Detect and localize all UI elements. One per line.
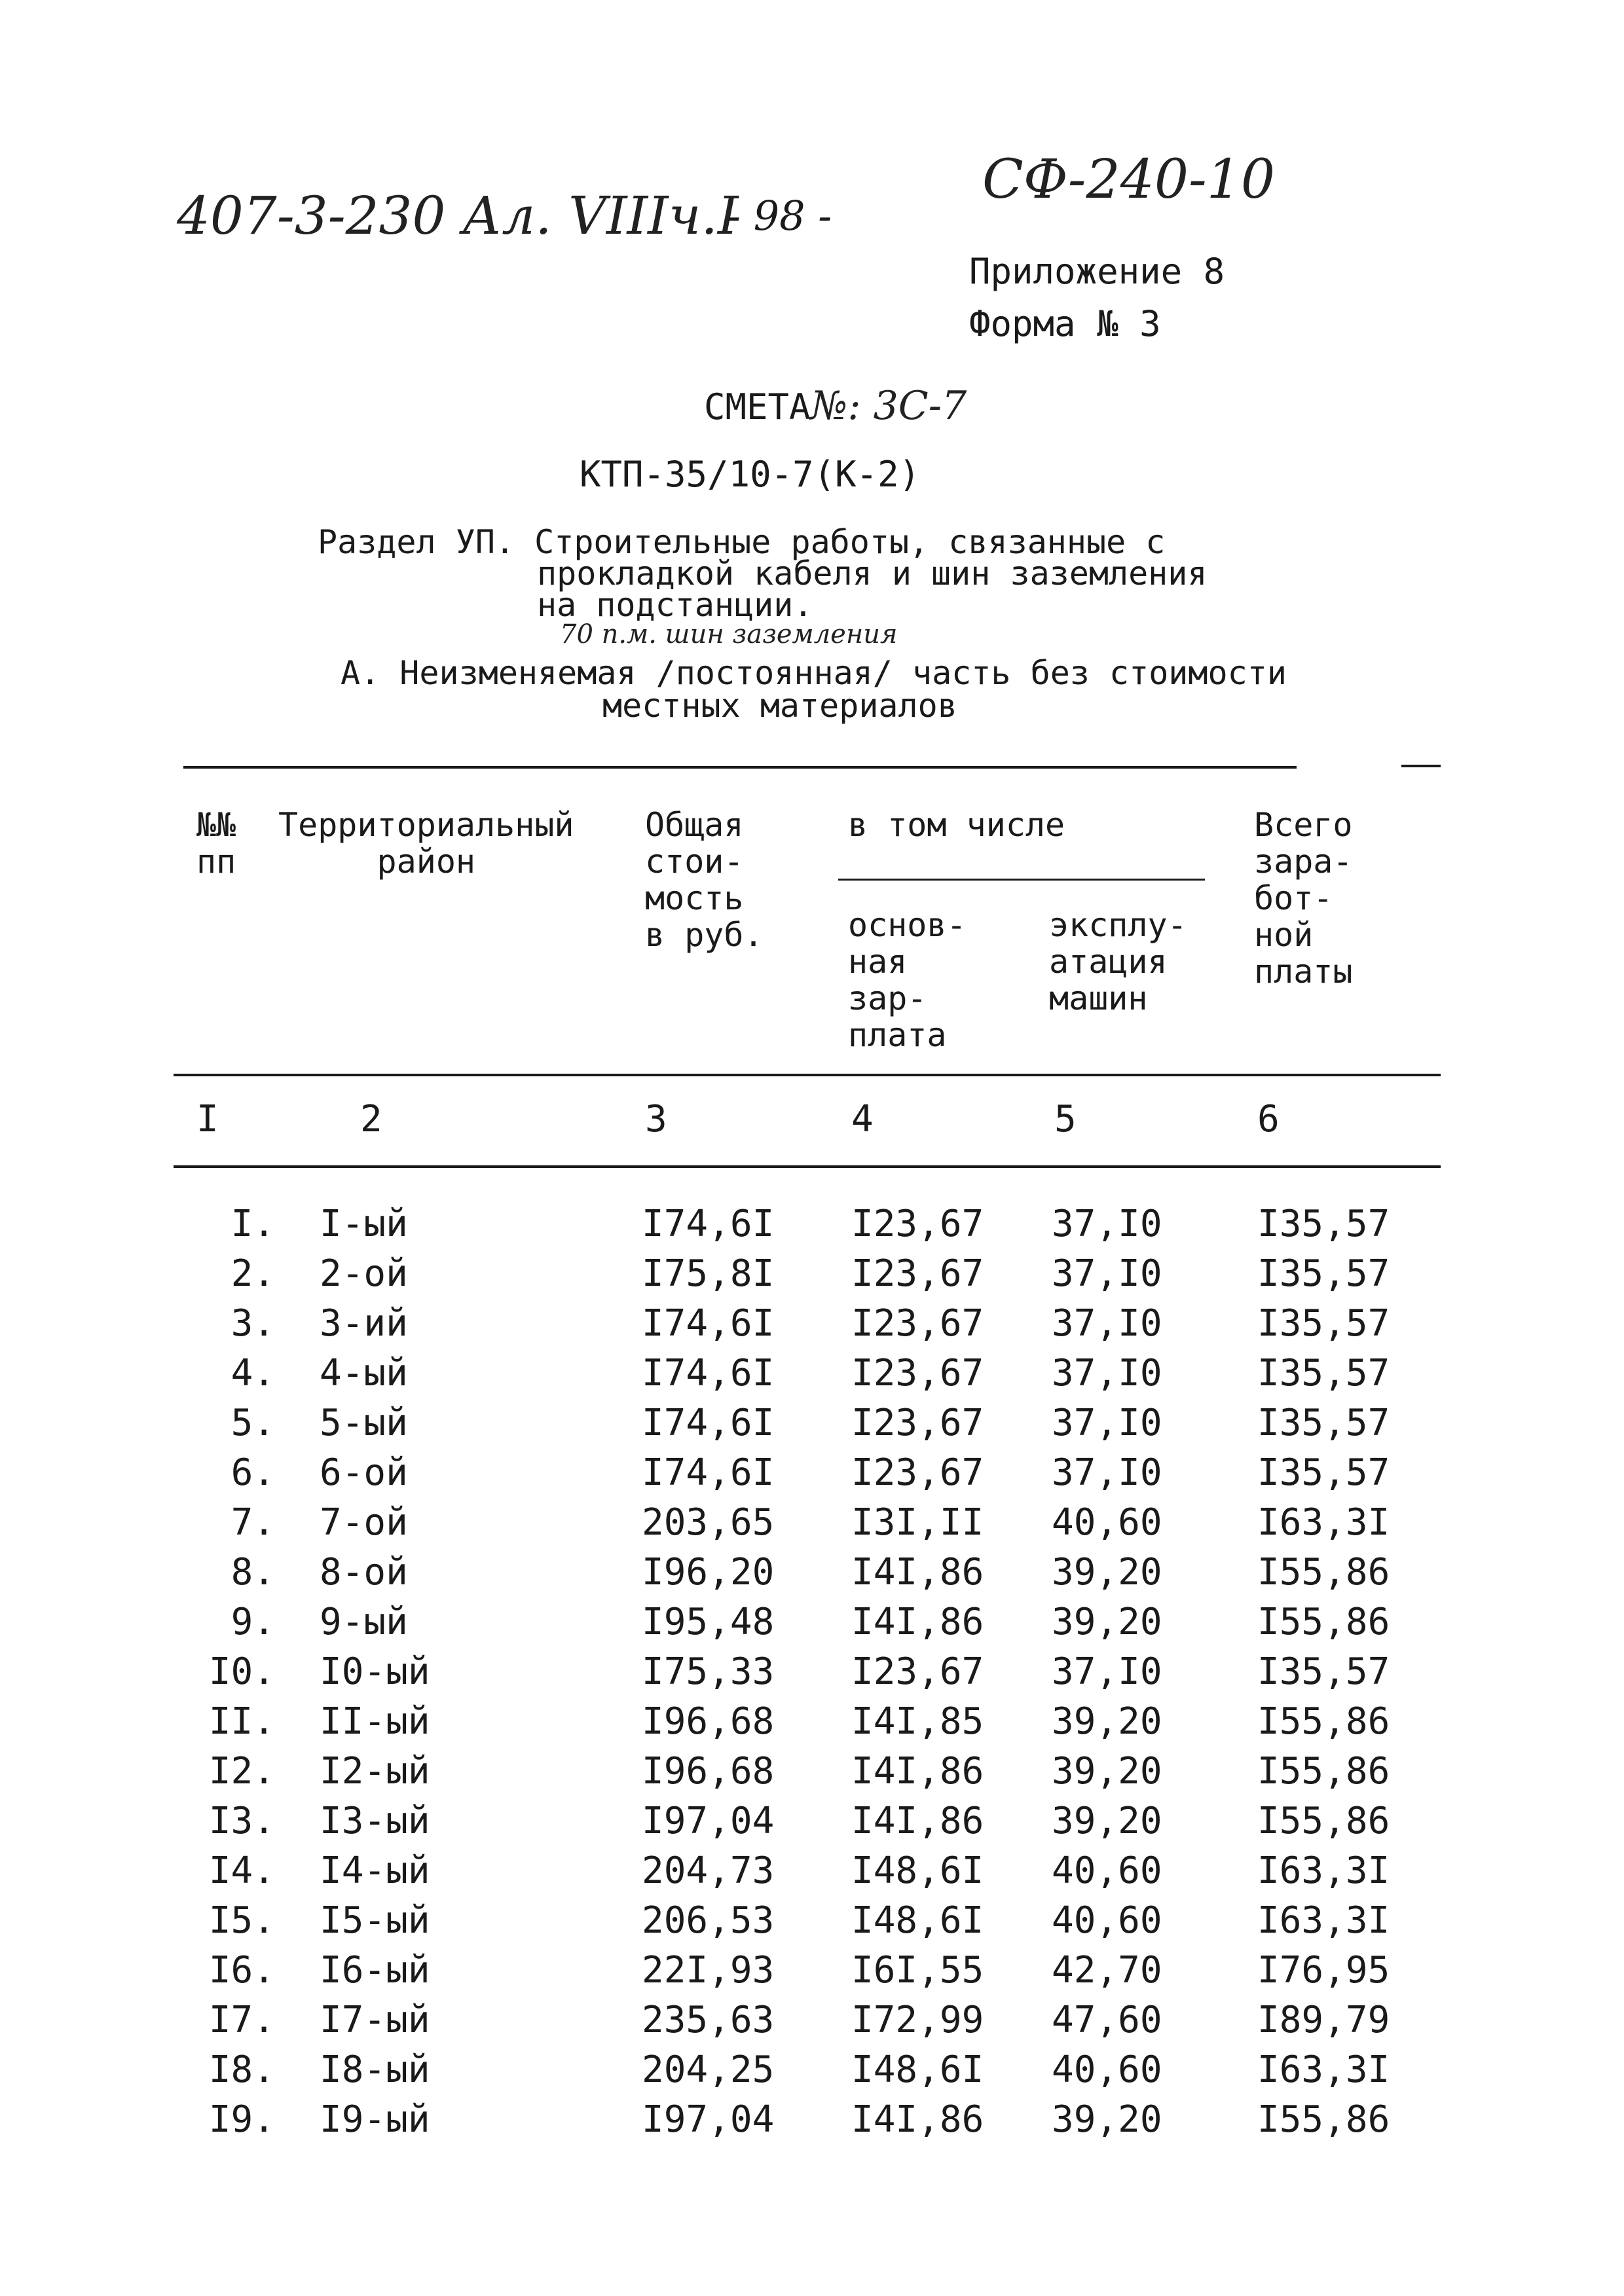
machine-operation: 39,20 xyxy=(1052,1601,1162,1643)
total-wages: I55,86 xyxy=(1257,1601,1390,1643)
col-number-6: 6 xyxy=(1257,1098,1280,1140)
machine-operation: 47,60 xyxy=(1052,1999,1162,2041)
machine-operation: 37,I0 xyxy=(1052,1252,1162,1295)
row-number: I4. xyxy=(208,1850,275,1892)
row-number: 6. xyxy=(231,1451,275,1494)
total-cost: 204,73 xyxy=(642,1850,775,1892)
total-cost: I74,6I xyxy=(642,1402,775,1444)
region-name: I6-ый xyxy=(320,1949,430,1992)
document-code-left: 407-3-230 Ал. VIIIч.I xyxy=(177,185,739,246)
row-number: I2. xyxy=(208,1750,275,1793)
table-row xyxy=(0,1796,1624,1846)
section-handwritten-note: 70 п.м. шин заземления xyxy=(560,619,898,649)
row-number: 5. xyxy=(231,1402,275,1444)
total-cost: I74,6I xyxy=(642,1203,775,1245)
subheader-rule xyxy=(838,879,1205,881)
row-number: 9. xyxy=(231,1601,275,1643)
total-wages: I76,95 xyxy=(1257,1949,1390,1992)
machine-operation: 40,60 xyxy=(1052,1899,1162,1942)
total-wages: I63,3I xyxy=(1257,1899,1390,1942)
machine-operation: 39,20 xyxy=(1052,1750,1162,1793)
total-cost: I75,8I xyxy=(642,1252,775,1295)
base-wages: I6I,55 xyxy=(851,1949,984,1992)
row-number: I3. xyxy=(208,1800,275,1842)
region-name: I9-ый xyxy=(320,2098,430,2141)
machine-operation: 40,60 xyxy=(1052,1850,1162,1892)
part-line-1: А. Неизменяемая /постоянная/ часть без стоимости xyxy=(341,654,1287,692)
total-cost: I74,6I xyxy=(642,1451,775,1494)
col-number-5: 5 xyxy=(1054,1098,1077,1140)
base-wages: I3I,II xyxy=(851,1501,984,1544)
document-code-right: СФ-240-10 xyxy=(982,149,1276,211)
region-name: I7-ый xyxy=(320,1999,430,2041)
total-cost: I74,6I xyxy=(642,1352,775,1394)
col-number-3: 3 xyxy=(645,1098,667,1140)
base-wages: I4I,86 xyxy=(851,1750,984,1793)
total-wages: I63,3I xyxy=(1257,1850,1390,1892)
machine-operation: 37,I0 xyxy=(1052,1402,1162,1444)
region-name: 4-ый xyxy=(320,1352,408,1394)
table-row xyxy=(0,1946,1624,1995)
machine-operation: 39,20 xyxy=(1052,1551,1162,1594)
total-wages: I35,57 xyxy=(1257,1352,1390,1394)
base-wages: I23,67 xyxy=(851,1252,984,1295)
total-cost: I97,04 xyxy=(642,1800,775,1842)
row-number: I8. xyxy=(208,2049,275,2091)
total-cost: 204,25 xyxy=(642,2049,775,2091)
region-name: 6-ой xyxy=(320,1451,408,1494)
region-name: 7-ой xyxy=(320,1501,408,1544)
total-wages: I55,86 xyxy=(1257,1700,1390,1743)
table-row xyxy=(0,1448,1624,1498)
region-name: I3-ый xyxy=(320,1800,430,1842)
base-wages: I23,67 xyxy=(851,1203,984,1245)
table-row xyxy=(0,1548,1624,1597)
section-line-3: на подстанции. xyxy=(537,586,813,624)
table-row xyxy=(0,1846,1624,1896)
machine-operation: 37,I0 xyxy=(1052,1352,1162,1394)
header-region: Территориальный район xyxy=(278,806,574,881)
appendix-label: Приложение 8 xyxy=(969,251,1225,292)
region-name: I-ый xyxy=(320,1203,408,1245)
row-number: 7. xyxy=(231,1501,275,1544)
total-cost: 206,53 xyxy=(642,1899,775,1942)
table-row xyxy=(0,1896,1624,1946)
total-cost: 22I,93 xyxy=(642,1949,775,1992)
form-label: Форма № 3 xyxy=(969,303,1161,344)
table-row xyxy=(0,1697,1624,1747)
region-name: I8-ый xyxy=(320,2049,430,2091)
table-row xyxy=(0,1747,1624,1796)
total-wages: I35,57 xyxy=(1257,1451,1390,1494)
base-wages: I4I,85 xyxy=(851,1700,984,1743)
row-number: 3. xyxy=(231,1302,275,1345)
table-row xyxy=(0,1249,1624,1299)
header-machines: эксплу- атация машин xyxy=(1049,906,1187,1017)
row-number: 8. xyxy=(231,1551,275,1594)
total-wages: I63,3I xyxy=(1257,1501,1390,1544)
region-name: I0-ый xyxy=(320,1650,430,1693)
total-cost: 203,65 xyxy=(642,1501,775,1544)
total-cost: 235,63 xyxy=(642,1999,775,2041)
base-wages: I4I,86 xyxy=(851,1551,984,1594)
total-cost: I95,48 xyxy=(642,1601,775,1643)
header-including: в том числе xyxy=(848,806,1065,844)
total-cost: I97,04 xyxy=(642,2098,775,2141)
table-row xyxy=(0,1647,1624,1697)
part-line-2: местных материалов xyxy=(602,687,957,725)
machine-operation: 39,20 xyxy=(1052,1700,1162,1743)
machine-operation: 42,70 xyxy=(1052,1949,1162,1992)
table-top-rule-tail xyxy=(1401,765,1441,767)
table-row xyxy=(0,2045,1624,2095)
base-wages: I23,67 xyxy=(851,1451,984,1494)
estimate-object: КТП-35/10-7(К-2) xyxy=(580,454,921,495)
base-wages: I4I,86 xyxy=(851,1800,984,1842)
total-cost: I75,33 xyxy=(642,1650,775,1693)
base-wages: I48,6I xyxy=(851,2049,984,2091)
row-number: 2. xyxy=(231,1252,275,1295)
total-cost: I96,20 xyxy=(642,1551,775,1594)
estimate-number-handwritten: №: 3С-7 xyxy=(810,383,967,429)
row-number: I6. xyxy=(208,1949,275,1992)
table-row xyxy=(0,1498,1624,1548)
machine-operation: 37,I0 xyxy=(1052,1650,1162,1693)
column-number-rule xyxy=(174,1165,1441,1168)
machine-operation: 39,20 xyxy=(1052,2098,1162,2141)
machine-operation: 40,60 xyxy=(1052,1501,1162,1544)
row-number: I. xyxy=(231,1203,275,1245)
region-name: 8-ой xyxy=(320,1551,408,1594)
total-wages: I55,86 xyxy=(1257,2098,1390,2141)
base-wages: I23,67 xyxy=(851,1302,984,1345)
row-number: I7. xyxy=(208,1999,275,2041)
machine-operation: 40,60 xyxy=(1052,2049,1162,2091)
table-row xyxy=(0,1995,1624,2045)
column-numbers-row xyxy=(0,1095,1624,1144)
total-cost: I74,6I xyxy=(642,1302,775,1345)
total-cost: I96,68 xyxy=(642,1700,775,1743)
base-wages: I23,67 xyxy=(851,1352,984,1394)
region-name: 2-ой xyxy=(320,1252,408,1295)
total-wages: I35,57 xyxy=(1257,1252,1390,1295)
col-number-4: 4 xyxy=(851,1098,874,1140)
base-wages: I23,67 xyxy=(851,1402,984,1444)
table-row xyxy=(0,2095,1624,2145)
total-wages: I63,3I xyxy=(1257,2049,1390,2091)
base-wages: I48,6I xyxy=(851,1850,984,1892)
base-wages: I23,67 xyxy=(851,1650,984,1693)
header-num: №№ пп xyxy=(196,806,236,881)
header-bottom-rule xyxy=(174,1074,1441,1076)
section-line-2: прокладкой кабеля и шин заземления xyxy=(537,555,1208,592)
total-wages: I55,86 xyxy=(1257,1551,1390,1594)
header-base-wages: основ- ная зар- плата xyxy=(848,906,967,1054)
section-line-1: Раздел УП. Строительные работы, связанные с xyxy=(318,523,1166,561)
region-name: II-ый xyxy=(320,1700,430,1743)
total-wages: I35,57 xyxy=(1257,1302,1390,1345)
base-wages: I4I,86 xyxy=(851,1601,984,1643)
machine-operation: 37,I0 xyxy=(1052,1451,1162,1494)
total-wages: I35,57 xyxy=(1257,1402,1390,1444)
table-top-rule xyxy=(183,766,1297,769)
header-total-cost: Общая стои- мость в руб. xyxy=(645,806,764,954)
table-row xyxy=(0,1199,1624,1249)
total-wages: I35,57 xyxy=(1257,1650,1390,1693)
total-wages: I55,86 xyxy=(1257,1750,1390,1793)
machine-operation: 39,20 xyxy=(1052,1800,1162,1842)
row-number: I9. xyxy=(208,2098,275,2141)
estimate-title-printed: СМЕТА xyxy=(704,386,811,428)
total-wages: I35,57 xyxy=(1257,1203,1390,1245)
total-wages: I89,79 xyxy=(1257,1999,1390,2041)
col-number-2: 2 xyxy=(360,1098,382,1140)
region-name: 5-ый xyxy=(320,1402,408,1444)
table-row xyxy=(0,1398,1624,1448)
row-number: 4. xyxy=(231,1352,275,1394)
estimate-title xyxy=(704,383,967,429)
table-row xyxy=(0,1349,1624,1398)
col-number-1: I xyxy=(196,1098,219,1140)
region-name: 3-ий xyxy=(320,1302,408,1345)
page-number: - 98 - xyxy=(727,192,832,240)
region-name: 9-ый xyxy=(320,1601,408,1643)
machine-operation: 37,I0 xyxy=(1052,1203,1162,1245)
row-number: I5. xyxy=(208,1899,275,1942)
row-number: II. xyxy=(208,1700,275,1743)
region-name: I4-ый xyxy=(320,1850,430,1892)
base-wages: I4I,86 xyxy=(851,2098,984,2141)
base-wages: I48,6I xyxy=(851,1899,984,1942)
total-wages: I55,86 xyxy=(1257,1800,1390,1842)
region-name: I2-ый xyxy=(320,1750,430,1793)
total-cost: I96,68 xyxy=(642,1750,775,1793)
row-number: I0. xyxy=(208,1650,275,1693)
base-wages: I72,99 xyxy=(851,1999,984,2041)
table-row xyxy=(0,1299,1624,1349)
table-row xyxy=(0,1597,1624,1647)
region-name: I5-ый xyxy=(320,1899,430,1942)
machine-operation: 37,I0 xyxy=(1052,1302,1162,1345)
header-total-wages: Всего зара- бот- ной платы xyxy=(1254,806,1353,991)
